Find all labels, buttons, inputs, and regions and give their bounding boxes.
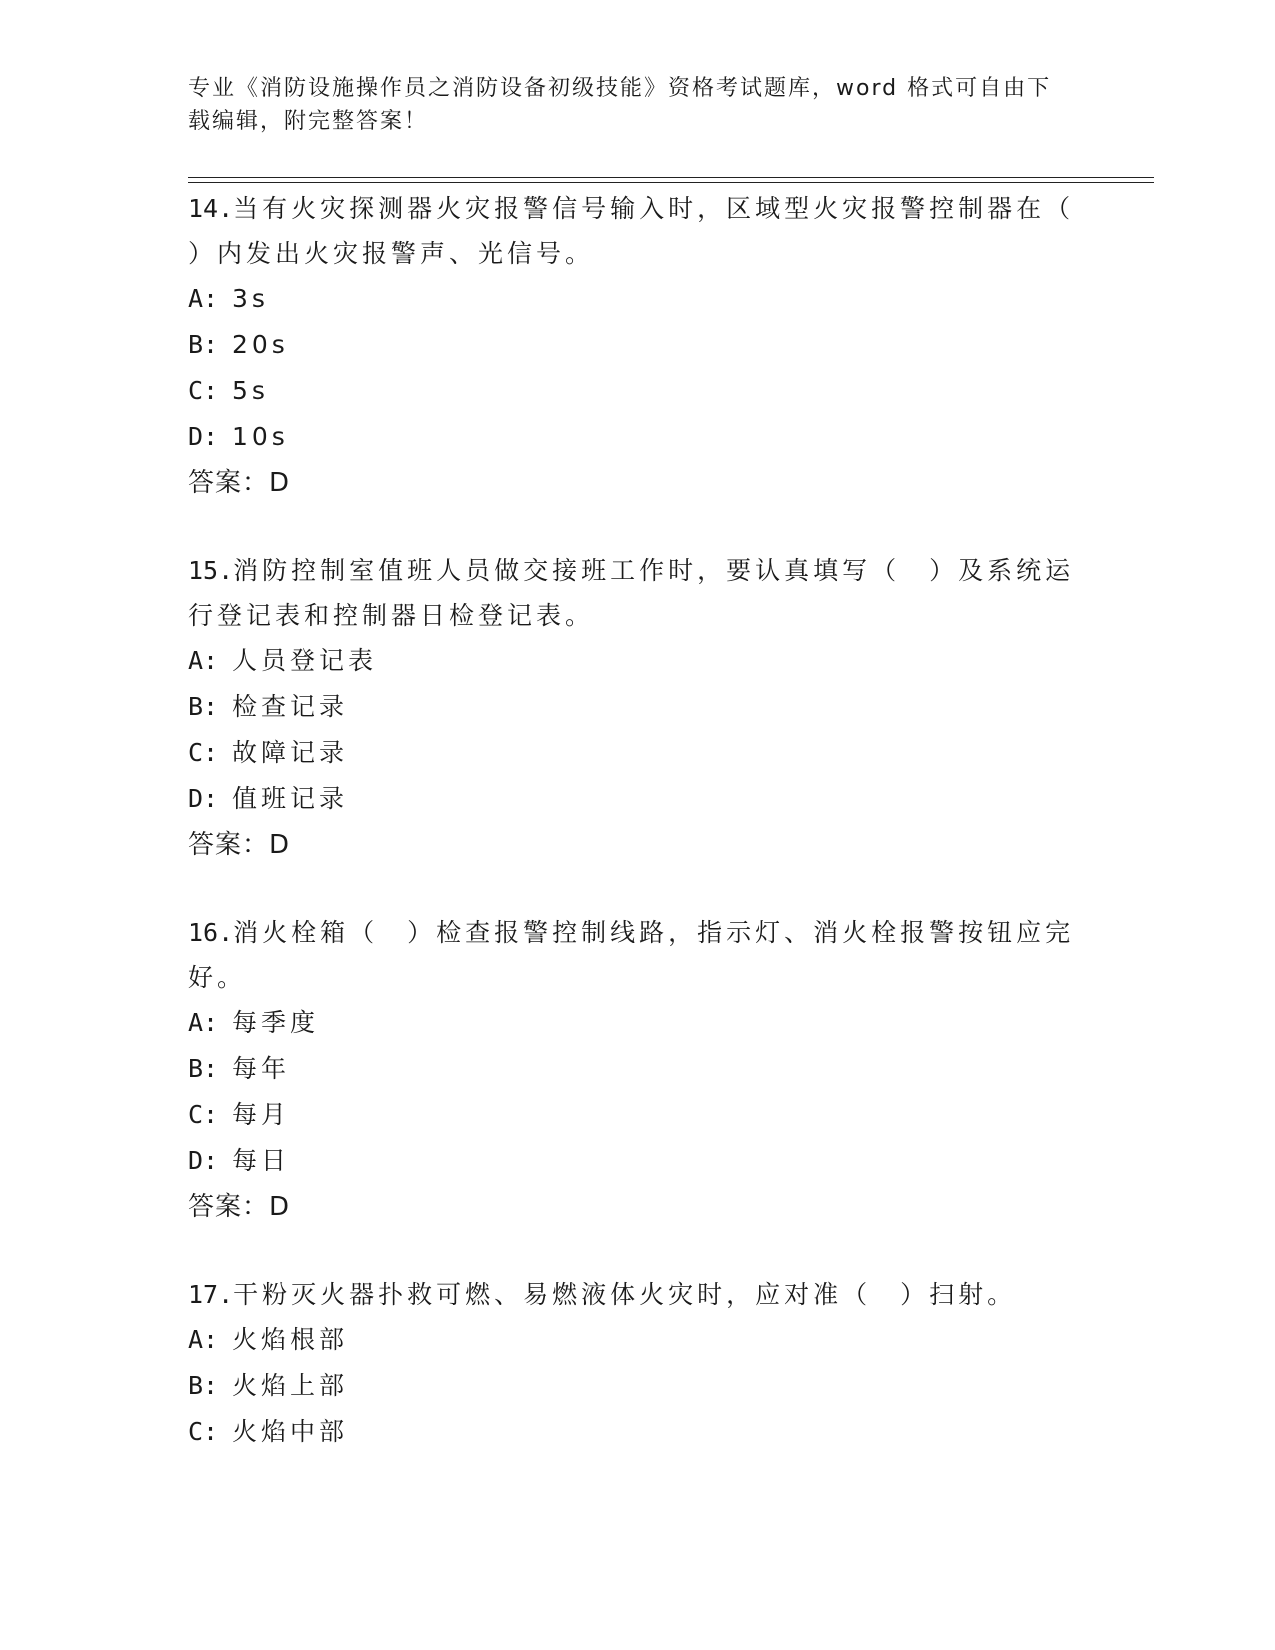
question-number: 14. xyxy=(188,194,234,223)
question-14 xyxy=(188,186,1088,506)
question-text-line-2: ）内发出火灾报警声、光信号。 xyxy=(188,239,595,268)
option-key: D: xyxy=(188,784,219,813)
answer-line: 答案：D xyxy=(188,468,291,498)
option-text: 每月 xyxy=(232,1100,291,1129)
option-b xyxy=(188,1363,1088,1409)
option-key: A: xyxy=(188,646,219,675)
option-c xyxy=(188,368,1088,414)
option-text: 火焰中部 xyxy=(232,1417,349,1446)
question-text-line-1: 消防控制室值班人员做交接班工作时，要认真填写（ ）及系统运 xyxy=(233,556,1075,585)
option-text: 火焰根部 xyxy=(232,1325,349,1354)
question-15 xyxy=(188,548,1088,868)
option-text: 人员登记表 xyxy=(232,646,378,675)
option-a xyxy=(188,638,1088,684)
option-c xyxy=(188,730,1088,776)
option-key: A: xyxy=(188,1325,219,1354)
option-key: B: xyxy=(188,1371,219,1400)
option-text: 20s xyxy=(232,330,289,359)
question-17 xyxy=(188,1272,1088,1455)
option-c xyxy=(188,1092,1088,1138)
question-text xyxy=(188,1272,1088,1317)
option-text: 检查记录 xyxy=(232,692,349,721)
question-number: 17. xyxy=(188,1280,234,1309)
option-a xyxy=(188,1317,1088,1363)
option-text: 每日 xyxy=(232,1146,291,1175)
question-text xyxy=(188,910,1088,955)
option-key: C: xyxy=(188,1100,219,1129)
header-line-2: 载编辑，附完整答案！ xyxy=(188,109,429,134)
question-text-line-1: 消火栓箱（ ）检查报警控制线路，指示灯、消火栓报警按钮应完 xyxy=(233,918,1075,947)
question-text-line-1: 干粉灭火器扑救可燃、易燃液体火灾时，应对准（ ）扫射。 xyxy=(233,1280,1017,1309)
answer-line: 答案：D xyxy=(188,830,291,860)
question-text xyxy=(188,186,1088,231)
question-text xyxy=(188,548,1088,593)
option-a xyxy=(188,276,1088,322)
option-text: 每季度 xyxy=(232,1008,320,1037)
option-b xyxy=(188,322,1088,368)
option-c xyxy=(188,1409,1088,1455)
header-line-1: 专业《消防设施操作员之消防设备初级技能》资格考试题库，word 格式可自由下 xyxy=(188,76,1052,101)
header-divider-bottom xyxy=(188,182,1154,183)
option-a xyxy=(188,1000,1088,1046)
option-text: 故障记录 xyxy=(232,738,349,767)
question-text-line-2: 行登记表和控制器日检登记表。 xyxy=(188,601,595,630)
question-number: 16. xyxy=(188,918,234,947)
option-key: B: xyxy=(188,692,219,721)
question-text-line-1: 当有火灾探测器火灾报警信号输入时，区域型火灾报警控制器在（ xyxy=(233,194,1075,223)
option-d xyxy=(188,776,1088,822)
header-divider-top xyxy=(188,177,1154,178)
option-key: C: xyxy=(188,1417,219,1446)
option-key: D: xyxy=(188,1146,219,1175)
option-key: B: xyxy=(188,330,219,359)
option-key: C: xyxy=(188,376,219,405)
option-text: 3s xyxy=(232,284,269,313)
option-text: 值班记录 xyxy=(232,784,349,813)
option-text: 10s xyxy=(232,422,289,451)
question-number: 15. xyxy=(188,556,234,585)
option-b xyxy=(188,684,1088,730)
option-key: A: xyxy=(188,1008,219,1037)
document-header xyxy=(188,72,1088,138)
option-key: D: xyxy=(188,422,219,451)
option-text: 每年 xyxy=(232,1054,291,1083)
option-key: A: xyxy=(188,284,219,313)
option-b xyxy=(188,1046,1088,1092)
question-16 xyxy=(188,910,1088,1230)
option-key: C: xyxy=(188,738,219,767)
answer-line: 答案：D xyxy=(188,1192,291,1222)
option-text: 5s xyxy=(232,376,269,405)
option-key: B: xyxy=(188,1054,219,1083)
option-d xyxy=(188,1138,1088,1184)
question-text-line-2: 好。 xyxy=(188,963,247,992)
option-d xyxy=(188,414,1088,460)
option-text: 火焰上部 xyxy=(232,1371,349,1400)
